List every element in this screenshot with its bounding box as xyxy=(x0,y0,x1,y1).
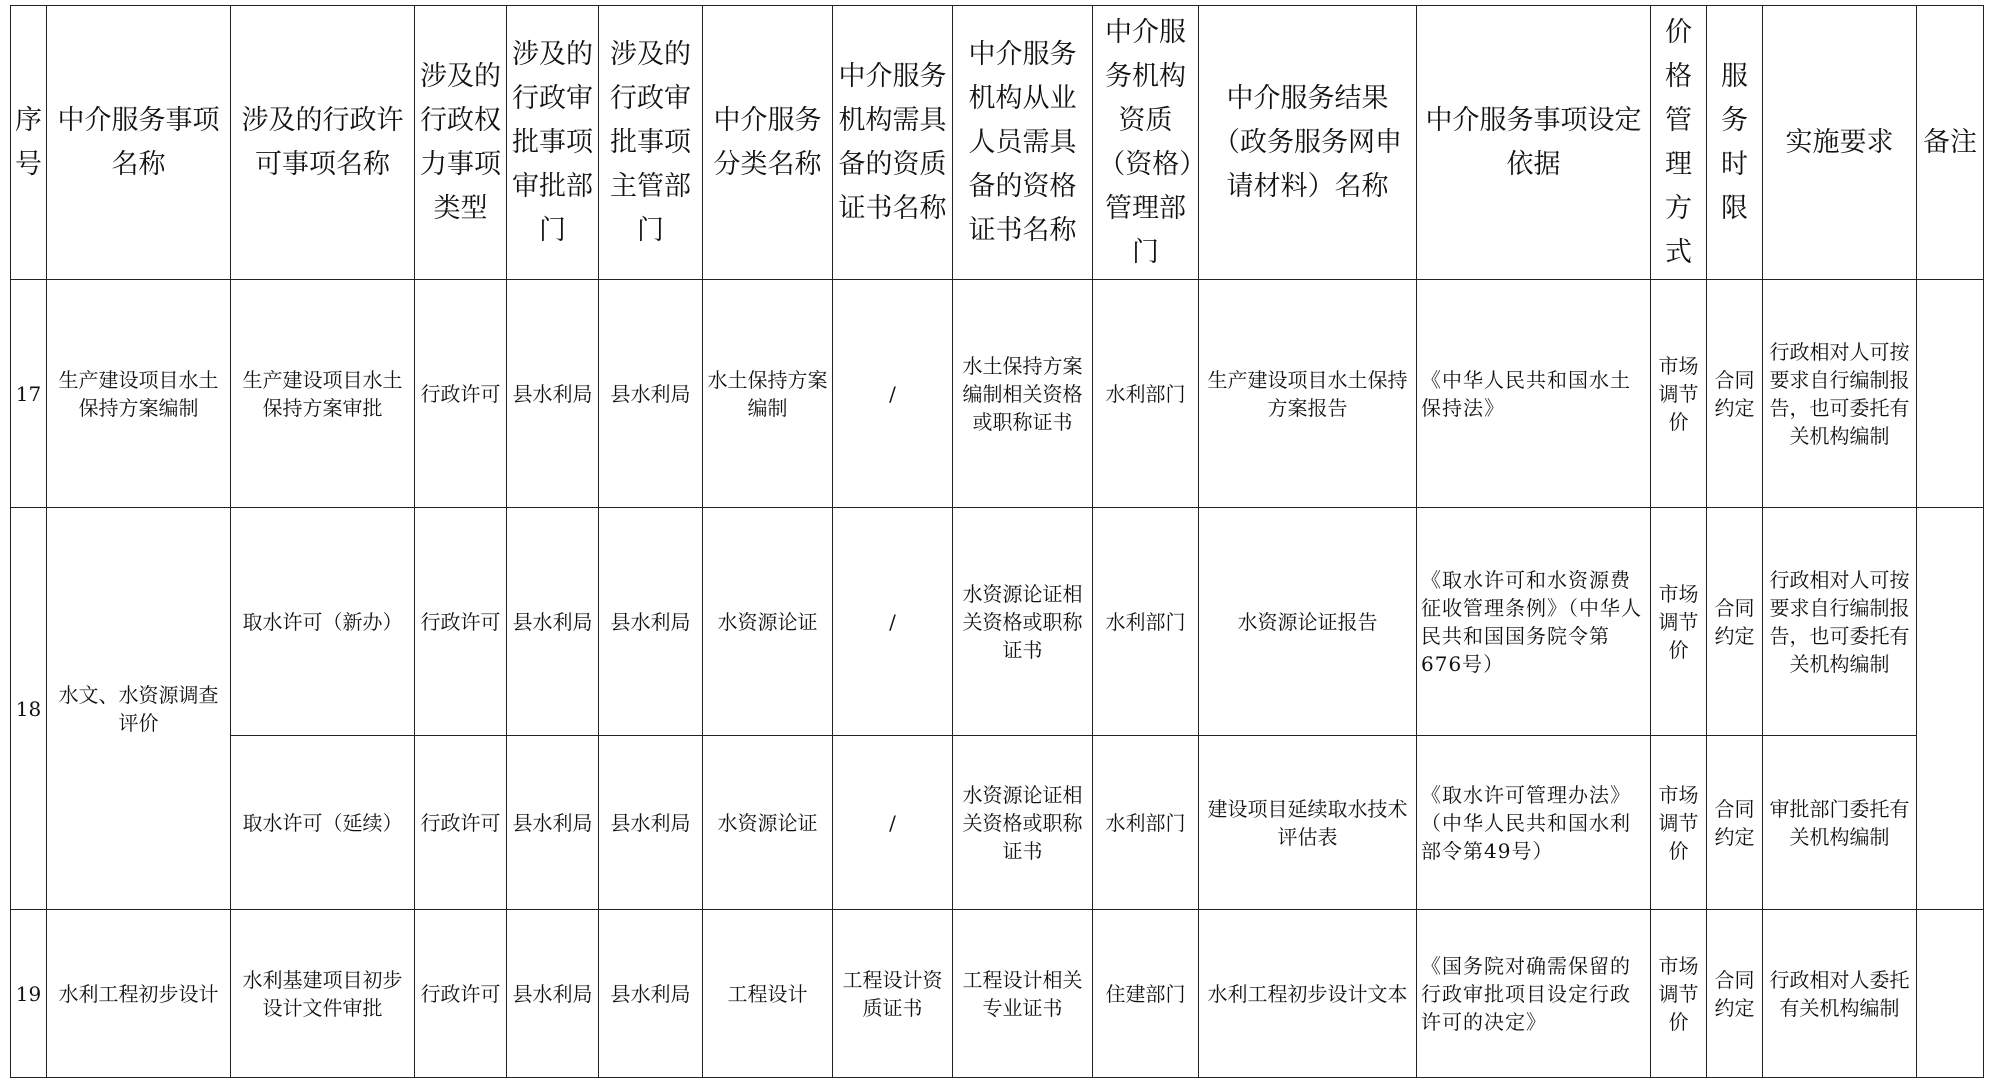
cell-power-type: 行政许可 xyxy=(415,736,507,910)
cell-remark xyxy=(1917,280,1984,508)
cell-price-mode: 市场调节价 xyxy=(1651,508,1707,736)
cell-item-name: 水利工程初步设计 xyxy=(47,910,231,1078)
cell-org-cert: / xyxy=(833,508,953,736)
header-row xyxy=(11,6,1984,280)
cell-qual-dept: 水利部门 xyxy=(1093,736,1199,910)
cell-time-limit: 合同约定 xyxy=(1707,280,1763,508)
cell-competent-dept: 县水利局 xyxy=(599,508,703,736)
header-approval-dept: 涉及的行政审批事项审批部门 xyxy=(507,6,599,280)
cell-qual-dept: 水利部门 xyxy=(1093,508,1199,736)
cell-permit-name: 水利基建项目初步设计文件审批 xyxy=(231,910,415,1078)
header-seq: 序号 xyxy=(11,6,47,280)
table-row xyxy=(11,508,1984,736)
cell-price-mode: 市场调节价 xyxy=(1651,280,1707,508)
cell-requirement: 审批部门委托有关机构编制 xyxy=(1763,736,1917,910)
cell-price-mode: 市场调节价 xyxy=(1651,736,1707,910)
cell-qual-dept: 住建部门 xyxy=(1093,910,1199,1078)
table-row xyxy=(11,280,1984,508)
cell-permit-name: 生产建设项目水土保持方案审批 xyxy=(231,280,415,508)
cell-category: 水资源论证 xyxy=(703,508,833,736)
header-remark: 备注 xyxy=(1917,6,1984,280)
header-org-cert: 中介服务机构需具备的资质证书名称 xyxy=(833,6,953,280)
table-row xyxy=(11,736,1984,910)
intermediary-services-table xyxy=(10,5,1984,1078)
cell-remark xyxy=(1917,508,1984,910)
cell-seq: 17 xyxy=(11,280,47,508)
cell-power-type: 行政许可 xyxy=(415,910,507,1078)
cell-time-limit: 合同约定 xyxy=(1707,910,1763,1078)
cell-org-cert: / xyxy=(833,736,953,910)
cell-permit-name: 取水许可（延续） xyxy=(231,736,415,910)
cell-staff-cert: 水资源论证相关资格或职称证书 xyxy=(953,736,1093,910)
cell-category: 工程设计 xyxy=(703,910,833,1078)
cell-org-cert: 工程设计资质证书 xyxy=(833,910,953,1078)
cell-time-limit: 合同约定 xyxy=(1707,508,1763,736)
header-item-name: 中介服务事项名称 xyxy=(47,6,231,280)
cell-item-name: 水文、水资源调查评价 xyxy=(47,508,231,910)
cell-basis: 《国务院对确需保留的行政审批项目设定行政许可的决定》 xyxy=(1417,910,1651,1078)
cell-approval-dept: 县水利局 xyxy=(507,910,599,1078)
header-competent-dept: 涉及的行政审批事项主管部门 xyxy=(599,6,703,280)
header-time-limit: 服务时限 xyxy=(1707,6,1763,280)
cell-power-type: 行政许可 xyxy=(415,508,507,736)
cell-staff-cert: 水土保持方案编制相关资格或职称证书 xyxy=(953,280,1093,508)
cell-remark xyxy=(1917,910,1984,1078)
header-qual-dept: 中介服务机构资质（资格）管理部门 xyxy=(1093,6,1199,280)
table-row xyxy=(11,910,1984,1078)
cell-qual-dept: 水利部门 xyxy=(1093,280,1199,508)
cell-result-name: 水利工程初步设计文本 xyxy=(1199,910,1417,1078)
cell-approval-dept: 县水利局 xyxy=(507,280,599,508)
cell-result-name: 生产建设项目水土保持方案报告 xyxy=(1199,280,1417,508)
cell-seq: 19 xyxy=(11,910,47,1078)
header-result-name: 中介服务结果（政务服务网申请材料）名称 xyxy=(1199,6,1417,280)
cell-seq: 18 xyxy=(11,508,47,910)
cell-price-mode: 市场调节价 xyxy=(1651,910,1707,1078)
cell-power-type: 行政许可 xyxy=(415,280,507,508)
cell-time-limit: 合同约定 xyxy=(1707,736,1763,910)
cell-category: 水土保持方案编制 xyxy=(703,280,833,508)
cell-competent-dept: 县水利局 xyxy=(599,910,703,1078)
cell-category: 水资源论证 xyxy=(703,736,833,910)
header-basis: 中介服务事项设定依据 xyxy=(1417,6,1651,280)
header-price-mode: 价格管理方式 xyxy=(1651,6,1707,280)
header-permit-name: 涉及的行政许可事项名称 xyxy=(231,6,415,280)
cell-staff-cert: 工程设计相关专业证书 xyxy=(953,910,1093,1078)
cell-requirement: 行政相对人可按要求自行编制报告，也可委托有关机构编制 xyxy=(1763,508,1917,736)
cell-approval-dept: 县水利局 xyxy=(507,736,599,910)
cell-basis: 《取水许可和水资源费征收管理条例》（中华人民共和国国务院令第676号） xyxy=(1417,508,1651,736)
cell-competent-dept: 县水利局 xyxy=(599,736,703,910)
cell-approval-dept: 县水利局 xyxy=(507,508,599,736)
header-power-type: 涉及的行政权力事项类型 xyxy=(415,6,507,280)
cell-requirement: 行政相对人可按要求自行编制报告，也可委托有关机构编制 xyxy=(1763,280,1917,508)
cell-permit-name: 取水许可（新办） xyxy=(231,508,415,736)
cell-result-name: 建设项目延续取水技术评估表 xyxy=(1199,736,1417,910)
header-requirement: 实施要求 xyxy=(1763,6,1917,280)
header-staff-cert: 中介服务机构从业人员需具备的资格证书名称 xyxy=(953,6,1093,280)
cell-result-name: 水资源论证报告 xyxy=(1199,508,1417,736)
cell-basis: 《取水许可管理办法》（中华人民共和国水利部令第49号） xyxy=(1417,736,1651,910)
cell-staff-cert: 水资源论证相关资格或职称证书 xyxy=(953,508,1093,736)
cell-org-cert: / xyxy=(833,280,953,508)
cell-item-name: 生产建设项目水土保持方案编制 xyxy=(47,280,231,508)
cell-competent-dept: 县水利局 xyxy=(599,280,703,508)
cell-basis: 《中华人民共和国水土保持法》 xyxy=(1417,280,1651,508)
header-category: 中介服务分类名称 xyxy=(703,6,833,280)
cell-requirement: 行政相对人委托有关机构编制 xyxy=(1763,910,1917,1078)
